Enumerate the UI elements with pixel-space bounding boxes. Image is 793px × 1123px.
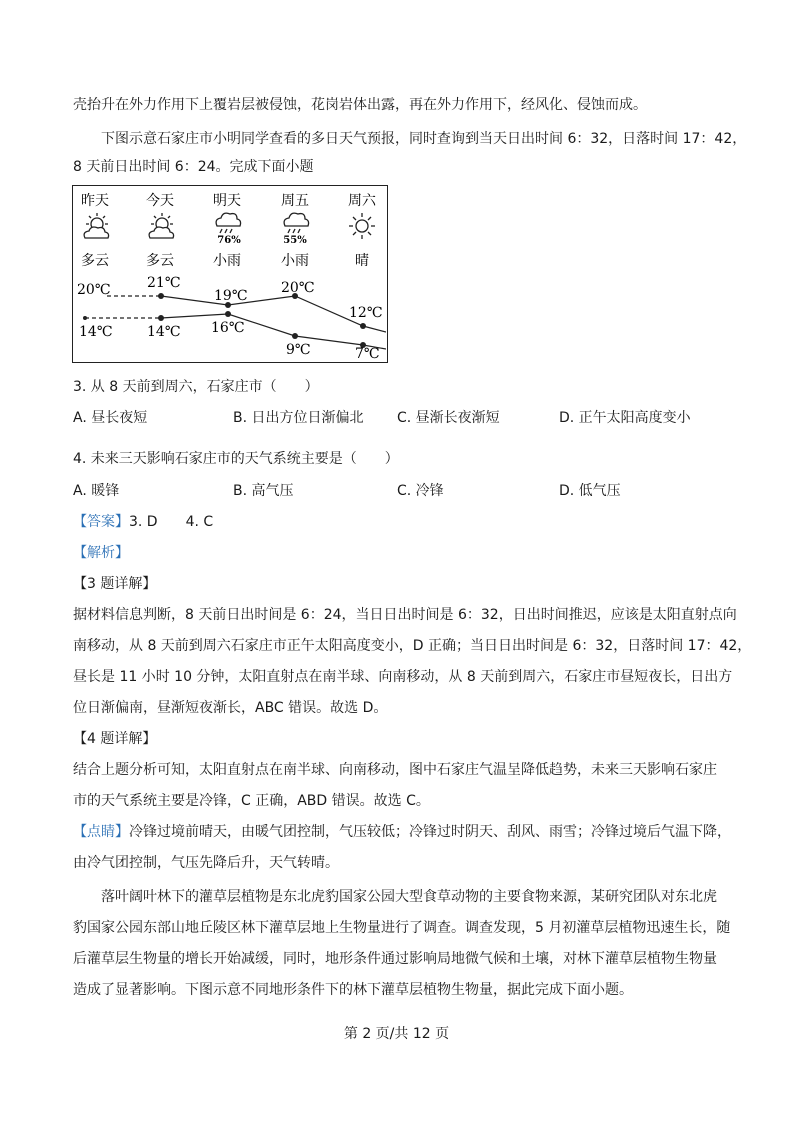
page-footer: 第 2 页/共 12 页 [343,1026,450,1042]
q4-option-d: D. 低气压 [559,483,621,499]
text-line: 壳抬升在外力作用下上覆岩层被侵蚀，花岗岩体出露，再在外力作用下，经风化、侵蚀而成。 [73,97,647,113]
day-label: 明天 [213,193,241,209]
passage-line: 豹国家公园东部山地丘陵区林下灌草层地上生物量进行了调查。调查发现，5 月初灌草层植物迅速生长，随 [73,920,731,936]
day-label: 今天 [146,193,174,209]
question-4-stem: 4. 未来三天影响石家庄市的天气系统主要是（ ） [73,451,399,467]
precip-label: 55% [283,235,307,246]
answer-tag: 【答案】 [73,514,129,530]
low-temp-label: 14℃ [147,324,181,340]
q4-option-b: B. 高气压 [233,483,294,499]
condition-label: 小雨 [281,253,309,269]
low-temp-label: 7℃ [355,346,380,361]
low-temp-point [83,316,87,320]
q3-detail-tag: 【3 题详解】 [73,576,157,592]
condition-label: 多云 [146,253,174,269]
low-temp-point [225,311,231,317]
day-label: 昨天 [81,193,109,209]
q3-option-d: D. 正午太阳高度变小 [559,410,691,426]
low-temp-label: 9℃ [286,342,311,358]
q4-option-a: A. 暖锋 [73,483,120,499]
high-temp-point [158,293,164,299]
q4-option-c: C. 冷锋 [397,483,444,499]
answer-text: 3. D 4. C [129,514,214,530]
high-temp-label: 20℃ [77,282,111,298]
day-label: 周六 [348,193,376,209]
condition-label: 小雨 [213,253,241,269]
high-temp-label: 20℃ [281,280,315,296]
high-temp-point [360,323,366,329]
low-temp-point [158,315,164,321]
rain-cloud-icon [216,213,240,233]
tip-tag: 【点睛】 [73,824,129,840]
day-label: 周五 [281,193,309,209]
high-temp-label: 21℃ [147,275,181,291]
answer-line [73,512,213,532]
q3-detail-line: 南移动，从 8 天前到周六石家庄市正午太阳高度变小，D 正确；当日日出时间是 6：32，日落时间 17：42， [73,638,752,654]
q3-option-c: C. 昼渐长夜渐短 [397,410,500,426]
weather-forecast-svg [73,186,386,361]
intro-line: 8 天前日出时间 6：24。完成下面小题 [73,159,314,175]
passage-line: 后灌草层生物量的增长开始减缓，同时，地形条件通过影响局地微气候和土壤，对林下灌草层植物生物量 [73,951,717,967]
sun-icon [349,213,375,239]
condition-label: 多云 [81,253,109,269]
partly-cloudy-icon [84,213,108,238]
q3-detail-line: 昼长是 11 小时 10 分钟，太阳直射点在南半球、向南移动，从 8 天前到周六，石家庄市昼短夜长，日出方 [73,669,733,685]
low-temp-point [292,333,298,339]
partly-cloudy-icon [149,213,173,238]
tip-text: 冷锋过境前晴天，由暖气团控制，气压较低；冷锋过时阴天、刮风、雨雪；冷锋过境后气温下降， [129,824,731,840]
high-temp-label: 12℃ [349,305,383,321]
analysis-tag: 【解析】 [73,545,129,561]
q3-option-a: A. 昼长夜短 [73,410,148,426]
question-3-stem: 3. 从 8 天前到周六，石家庄市（ ） [73,379,319,395]
precip-label: 76% [217,235,241,246]
weather-forecast-figure [72,185,388,363]
condition-label: 晴 [355,253,369,269]
q3-detail-line: 位日渐偏南，昼渐短夜渐长，ABC 错误。故选 D。 [73,700,388,716]
q4-detail-line: 市的天气系统主要是冷锋，C 正确，ABD 错误。故选 C。 [73,793,430,809]
rain-cloud-icon [284,213,308,233]
high-temp-label: 19℃ [214,288,248,304]
low-temp-label: 16℃ [211,320,245,336]
q3-detail-line: 据材料信息判断，8 天前日出时间是 6：24，当日日出时间是 6：32，日出时间推迟，应该是太阳直射点向 [73,607,737,623]
passage-line: 落叶阔叶林下的灌草层植物是东北虎豹国家公园大型食草动物的主要食物来源，某研究团队对东北虎 [101,889,717,905]
low-temp-label: 14℃ [79,324,113,340]
q4-detail-line: 结合上题分析可知，太阳直射点在南半球、向南移动，图中石家庄气温呈降低趋势，未来三天影响石家庄 [73,762,717,778]
tip-line: 由冷气团控制，气压先降后升，天气转晴。 [73,855,339,871]
passage-line: 造成了显著影响。下图示意不同地形条件下的林下灌草层植物生物量，据此完成下面小题。 [73,982,633,998]
tip-line [73,822,731,842]
q4-detail-tag: 【4 题详解】 [73,731,157,747]
q3-option-b: B. 日出方位日渐偏北 [233,410,364,426]
intro-line: 下图示意石家庄市小明同学查看的多日天气预报，同时查询到当天日出时间 6：32，日落时间 17：42， [101,131,747,147]
